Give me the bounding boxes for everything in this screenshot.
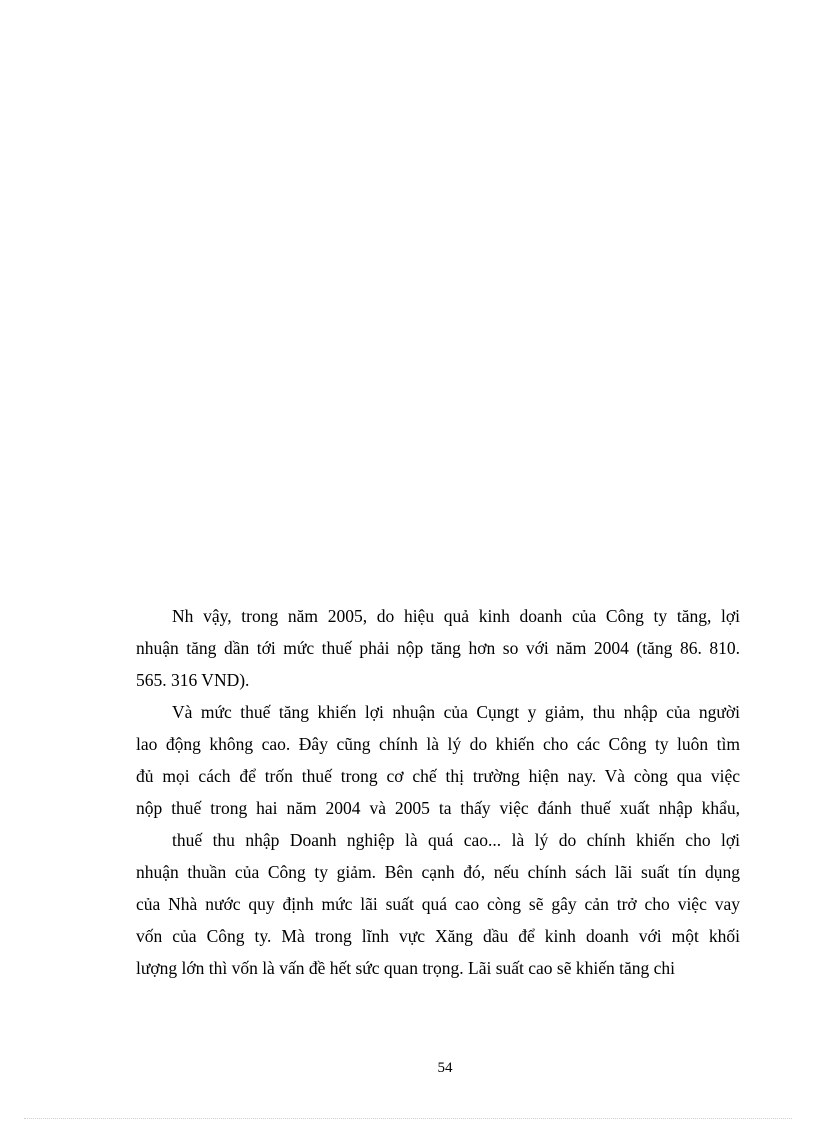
text-line: Nh vậy, trong năm 2005, do hiệu quả kinh doanh của Công ty tăng, lợi <box>172 606 740 626</box>
text-line: vốn của Công ty. Mà trong lĩnh vực Xăng dầu để kinh doanh với một khối <box>136 926 740 946</box>
text-line: nộp thuế trong hai năm 2004 và 2005 ta thấy việc đánh thuế xuất nhập khẩu, <box>136 798 740 818</box>
text-line: nhuận tăng dần tới mức thuế phải nộp tăng hơn so với năm 2004 (tăng 86. 810. <box>136 638 740 658</box>
body-text <box>136 600 740 984</box>
page-number: 54 <box>437 1060 453 1076</box>
text-line: lao động không cao. Đây cũng chính là lý do khiến cho các Công ty luôn tìm <box>136 734 740 754</box>
page-bottom-divider <box>24 1118 792 1119</box>
text-line: nhuận thuần của Công ty giảm. Bên cạnh đó, nếu chính sách lãi suất tín dụng <box>136 862 740 882</box>
text-line: thuế thu nhập Doanh nghiệp là quá cao... là lý do chính khiến cho lợi <box>172 830 740 850</box>
text-line: của Nhà nước quy định mức lãi suất quá cao còng sẽ gây cản trở cho việc vay <box>136 894 740 914</box>
text-line: 565. 316 VND). <box>136 670 250 690</box>
text-line: lượng lớn thì vốn là vấn đề hết sức quan trọng. Lãi suất cao sẽ khiến tăng chi <box>136 958 676 978</box>
text-line: Và mức thuế tăng khiến lợi nhuận của Cụngt y giảm, thu nhập của người <box>172 702 740 722</box>
text-line: đủ mọi cách để trốn thuế trong cơ chế thị trường hiện nay. Và còng qua việc <box>136 766 740 786</box>
